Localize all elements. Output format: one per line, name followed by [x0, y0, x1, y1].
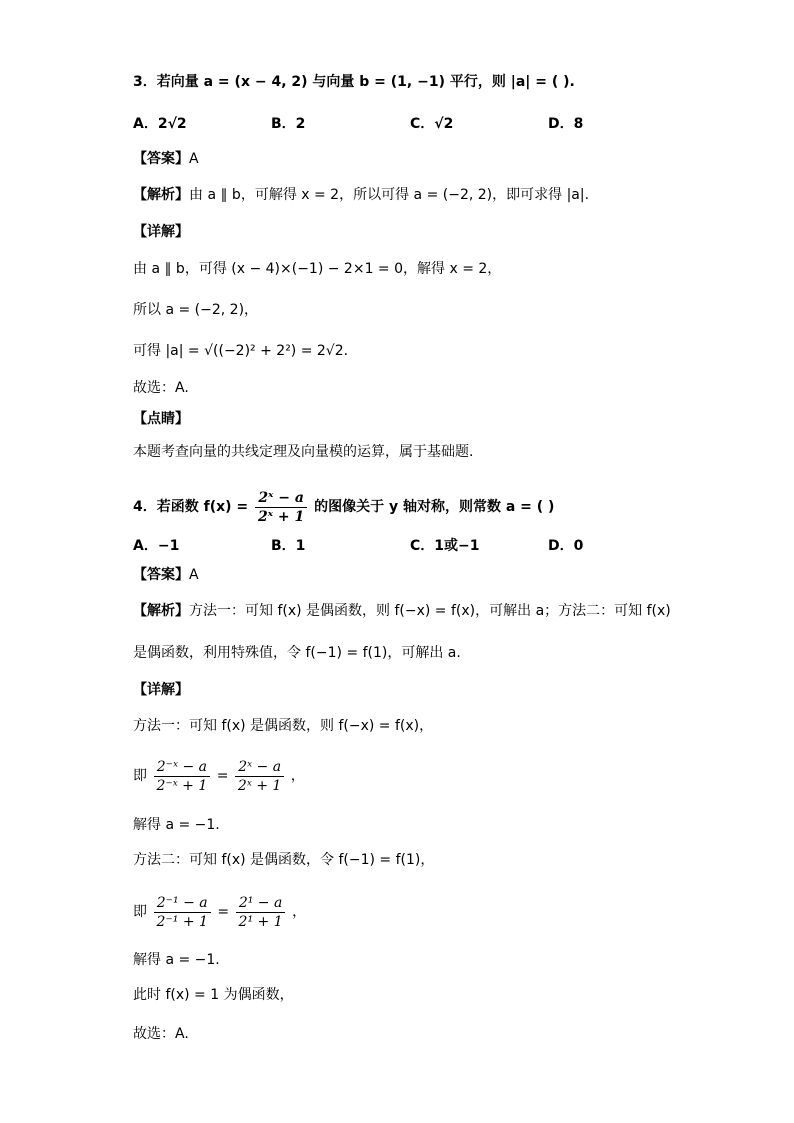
q4-method2-solve: 解得 a = −1. — [133, 952, 220, 968]
q4-stem-fraction — [255, 489, 307, 526]
analysis-text: 由 a ∥ b，可解得 x = 2，所以可得 a = (−2, 2)，即可求得 |a|. — [189, 187, 590, 203]
q3-option-b: B．2 — [271, 116, 306, 132]
answer-value: A — [189, 567, 199, 583]
equals-sign: = — [217, 904, 230, 920]
q3-comment-label: 【点睛】 — [133, 411, 189, 427]
q3-detail-3: 可得 |a| = √((−2)² + 2²) = 2√2. — [133, 343, 349, 359]
q4-analysis-1 — [133, 601, 671, 621]
q3-option-c: C．√2 — [410, 116, 454, 132]
q3-detail-2: 所以 a = (−2, 2)， — [133, 302, 259, 318]
q3-comment: 本题考查向量的共线定理及向量模的运算，属于基础题. — [133, 444, 474, 460]
q4-check: 此时 f(x) = 1 为偶函数， — [133, 987, 294, 1003]
q4-method1-solve: 解得 a = −1. — [133, 817, 220, 833]
q4-method2-equation — [133, 892, 306, 932]
q4-method2-line: 方法二：可知 f(x) 是偶函数，令 f(−1) = f(1)， — [133, 852, 435, 868]
q4-option-a: A．−1 — [133, 538, 180, 554]
q4-option-b: B．1 — [271, 538, 306, 554]
fraction-numerator: 2ˣ − a — [255, 489, 307, 508]
fraction-left — [153, 894, 210, 931]
q4-option-c: C．1或−1 — [410, 538, 480, 554]
fraction-left — [153, 758, 210, 795]
q4-method1-line: 方法一：可知 f(x) 是偶函数，则 f(−x) = f(x)， — [133, 718, 434, 734]
fraction-denominator: 2ˣ + 1 — [258, 508, 305, 525]
equation-prefix: 即 — [133, 904, 147, 920]
q4-stem-prefix: 4．若函数 f(x) = — [133, 499, 249, 515]
q4-method1-equation — [133, 756, 305, 796]
equation-prefix: 即 — [133, 768, 147, 784]
answer-label: 【答案】 — [133, 151, 189, 167]
fraction-denominator: 2¹ + 1 — [238, 913, 283, 930]
fraction-numerator: 2ˣ − a — [235, 758, 284, 777]
q4-analysis-2: 是偶函数，利用特殊值，令 f(−1) = f(1)，可解出 a. — [133, 645, 461, 661]
q3-option-a: A．2√2 — [133, 116, 187, 132]
fraction-denominator: 2⁻¹ + 1 — [156, 913, 208, 930]
analysis-label: 【解析】 — [133, 187, 189, 203]
q3-answer — [133, 149, 199, 169]
q3-stem: 3．若向量 a = (x − 4, 2) 与向量 b = (1, −1) 平行，则 |a| = ( ). — [133, 74, 575, 90]
answer-value: A — [189, 151, 199, 167]
fraction-denominator: 2ˣ + 1 — [237, 777, 282, 794]
fraction-numerator: 2⁻¹ − a — [154, 894, 211, 913]
q4-option-d: D．0 — [548, 538, 584, 554]
q3-detail-1: 由 a ∥ b，可得 (x − 4)×(−1) − 2×1 = 0，解得 x = 2， — [133, 261, 502, 277]
fraction-denominator: 2⁻ˣ + 1 — [156, 777, 208, 794]
q4-stem — [133, 487, 554, 527]
q4-stem-suffix: 的图像关于 y 轴对称，则常数 a = ( ) — [314, 499, 555, 515]
equals-sign: = — [216, 768, 229, 784]
equation-suffix: ， — [290, 768, 305, 784]
analysis-label: 【解析】 — [133, 603, 189, 619]
q3-option-d: D．8 — [548, 116, 584, 132]
answer-label: 【答案】 — [133, 567, 189, 583]
q3-detail-label: 【详解】 — [133, 224, 189, 240]
fraction-numerator: 2¹ − a — [236, 894, 286, 913]
equation-suffix: ， — [292, 904, 307, 920]
fraction-right — [235, 758, 284, 795]
q4-detail-label: 【详解】 — [133, 682, 189, 698]
q4-choose: 故选：A. — [133, 1026, 189, 1042]
fraction-right — [236, 894, 286, 931]
q3-detail-4: 故选：A. — [133, 380, 189, 396]
analysis-text: 方法一：可知 f(x) 是偶函数，则 f(−x) = f(x)，可解出 a；方法二：可知 f(x) — [189, 603, 671, 619]
fraction-numerator: 2⁻ˣ − a — [154, 758, 210, 777]
q3-analysis — [133, 185, 589, 205]
q4-answer — [133, 565, 199, 585]
